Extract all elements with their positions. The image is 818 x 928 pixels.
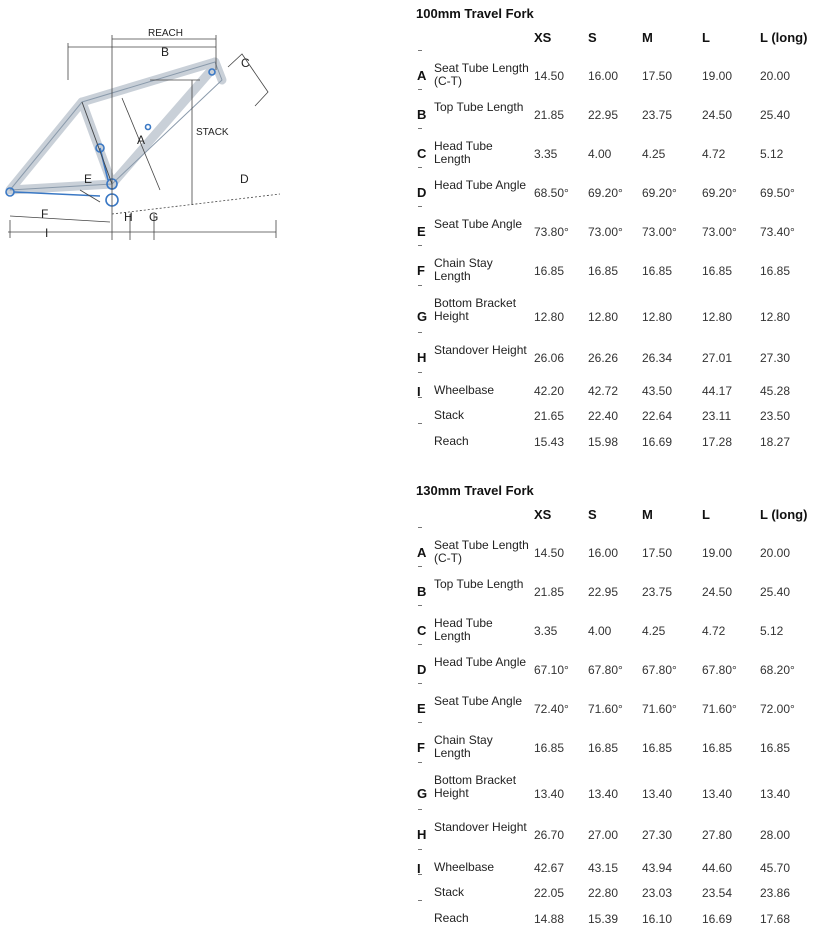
geometry-table-100mm xyxy=(410,0,818,460)
table-cell: 73.00° xyxy=(702,225,737,239)
table-cell: 17.50 xyxy=(642,69,673,83)
table-cell: 25.40 xyxy=(760,585,791,599)
table-cell: 13.40 xyxy=(588,787,619,801)
table-cell: 4.25 xyxy=(642,624,666,638)
row-divider xyxy=(418,683,422,684)
table-cell: 4.00 xyxy=(588,624,612,638)
row-divider xyxy=(418,605,422,606)
table-row xyxy=(410,435,818,451)
table-cell: 23.54 xyxy=(702,886,733,900)
column-header: L xyxy=(702,507,710,522)
row-letter: E xyxy=(417,224,426,239)
table-row xyxy=(410,218,818,246)
row-label: Reach xyxy=(434,911,469,925)
table-row xyxy=(410,257,818,285)
column-header: S xyxy=(588,30,597,45)
row-label: Seat Tube Length (C-T) xyxy=(434,61,529,88)
row-divider xyxy=(418,397,422,398)
table-title: 100mm Travel Fork xyxy=(416,6,534,21)
table-cell: 26.34 xyxy=(642,351,673,365)
table-cell: 22.80 xyxy=(588,886,619,900)
table-row xyxy=(410,140,818,168)
diagram-label-f: F xyxy=(41,207,49,221)
row-letter: I xyxy=(417,861,421,876)
row-divider xyxy=(418,245,422,246)
table-cell: 27.01 xyxy=(702,351,733,365)
row-divider xyxy=(418,423,422,424)
table-cell: 23.03 xyxy=(642,886,673,900)
table-cell: 69.20° xyxy=(702,186,737,200)
row-divider xyxy=(418,527,422,528)
table-cell: 73.40° xyxy=(760,225,795,239)
table-cell: 23.75 xyxy=(642,585,673,599)
row-divider xyxy=(418,206,422,207)
table-cell: 43.15 xyxy=(588,861,619,875)
table-cell: 25.40 xyxy=(760,108,791,122)
table-cell: 12.80 xyxy=(702,310,733,324)
table-row xyxy=(410,734,818,762)
table-cell: 12.80 xyxy=(534,310,565,324)
column-header: XS xyxy=(534,507,552,522)
table-cell: 17.68 xyxy=(760,912,791,926)
table-title: 130mm Travel Fork xyxy=(416,483,534,498)
row-divider xyxy=(418,874,422,875)
table-row xyxy=(410,912,818,928)
table-cell: 42.67 xyxy=(534,861,565,875)
table-cell: 16.00 xyxy=(588,546,619,560)
table-cell: 16.69 xyxy=(642,435,673,449)
table-cell: 72.40° xyxy=(534,702,569,716)
row-label: Chain Stay Length xyxy=(434,733,493,760)
table-cell: 13.40 xyxy=(534,787,565,801)
row-divider xyxy=(418,128,422,129)
table-cell: 18.27 xyxy=(760,435,791,449)
table-cell: 22.95 xyxy=(588,585,619,599)
row-label: Seat Tube Angle xyxy=(434,217,523,231)
row-label: Bottom Bracket Height xyxy=(434,773,517,800)
row-divider xyxy=(418,762,422,763)
table-cell: 67.80° xyxy=(588,663,623,677)
row-divider xyxy=(418,644,422,645)
diagram-label-a: A xyxy=(137,133,146,147)
table-cell: 16.85 xyxy=(702,264,733,278)
row-divider xyxy=(418,849,422,850)
table-cell: 19.00 xyxy=(702,69,733,83)
row-letter: F xyxy=(417,263,425,278)
row-label: Seat Tube Angle xyxy=(434,694,523,708)
table-cell: 4.72 xyxy=(702,147,726,161)
table-cell: 26.26 xyxy=(588,351,619,365)
table-cell: 44.17 xyxy=(702,384,733,398)
row-letter: C xyxy=(417,623,427,638)
table-cell: 17.50 xyxy=(642,546,673,560)
table-cell: 13.40 xyxy=(642,787,673,801)
row-letter: B xyxy=(417,584,427,599)
row-divider xyxy=(418,809,422,810)
table-cell: 26.06 xyxy=(534,351,565,365)
table-cell: 45.28 xyxy=(760,384,791,398)
row-label: Top Tube Length xyxy=(434,100,524,114)
table-cell: 67.10° xyxy=(534,663,569,677)
row-divider xyxy=(418,50,422,51)
table-cell: 20.00 xyxy=(760,546,791,560)
row-label: Reach xyxy=(434,434,469,448)
diagram-label-b: B xyxy=(161,45,170,59)
table-cell: 16.85 xyxy=(588,741,619,755)
row-label: Seat Tube Length (C-T) xyxy=(434,538,529,565)
row-letter: E xyxy=(417,701,426,716)
table-cell: 15.98 xyxy=(588,435,619,449)
row-letter: A xyxy=(417,545,427,560)
table-cell: 16.85 xyxy=(534,741,565,755)
diagram-label-d: D xyxy=(240,172,249,186)
table-cell: 23.50 xyxy=(760,409,791,423)
table-cell: 67.80° xyxy=(702,663,737,677)
table-cell: 73.80° xyxy=(534,225,569,239)
row-label: Bottom Bracket Height xyxy=(434,296,517,323)
row-label: Standover Height xyxy=(434,343,527,357)
diagram-label-i: I xyxy=(45,226,49,240)
row-label: Top Tube Length xyxy=(434,577,524,591)
row-label: Standover Height xyxy=(434,820,527,834)
table-row xyxy=(410,695,818,723)
table-cell: 22.05 xyxy=(534,886,565,900)
diagram-label-c: C xyxy=(241,56,250,70)
row-label: Head Tube Angle xyxy=(434,178,527,192)
column-header: S xyxy=(588,507,597,522)
diagram-label-stack: STACK xyxy=(196,127,229,138)
table-cell: 27.00 xyxy=(588,828,619,842)
table-row xyxy=(410,384,818,400)
table-cell: 3.35 xyxy=(534,147,558,161)
row-letter: I xyxy=(417,384,421,399)
row-divider xyxy=(418,722,422,723)
column-header: L (long) xyxy=(760,507,808,522)
diagram-label-h: H xyxy=(124,210,133,224)
row-letter: C xyxy=(417,146,427,161)
table-cell: 71.60° xyxy=(702,702,737,716)
table-cell: 67.80° xyxy=(642,663,677,677)
table-cell: 16.85 xyxy=(760,741,791,755)
column-header: L (long) xyxy=(760,30,808,45)
row-divider xyxy=(418,372,422,373)
table-row xyxy=(410,656,818,684)
diagram-label-reach: REACH xyxy=(148,28,184,39)
table-cell: 4.00 xyxy=(588,147,612,161)
table-cell: 14.88 xyxy=(534,912,565,926)
table-cell: 42.72 xyxy=(588,384,619,398)
table-cell: 14.50 xyxy=(534,69,565,83)
table-cell: 16.85 xyxy=(760,264,791,278)
table-cell: 16.85 xyxy=(642,264,673,278)
row-letter: D xyxy=(417,662,427,677)
table-row xyxy=(410,539,818,567)
table-cell: 16.00 xyxy=(588,69,619,83)
column-header: M xyxy=(642,30,653,45)
table-cell: 20.00 xyxy=(760,69,791,83)
table-cell: 43.50 xyxy=(642,384,673,398)
table-cell: 12.80 xyxy=(588,310,619,324)
table-cell: 3.35 xyxy=(534,624,558,638)
row-letter: H xyxy=(417,827,427,842)
row-label: Stack xyxy=(434,885,465,899)
row-letter: A xyxy=(417,68,427,83)
row-divider xyxy=(418,285,422,286)
row-letter: G xyxy=(417,786,428,801)
table-row xyxy=(410,861,818,877)
table-cell: 44.60 xyxy=(702,861,733,875)
table-cell: 26.70 xyxy=(534,828,565,842)
table-cell: 27.30 xyxy=(760,351,791,365)
table-cell: 16.69 xyxy=(702,912,733,926)
table-cell: 69.20° xyxy=(588,186,623,200)
row-label: Head Tube Length xyxy=(434,616,493,643)
table-cell: 19.00 xyxy=(702,546,733,560)
row-letter: H xyxy=(417,350,427,365)
geometry-table-130mm xyxy=(410,477,818,926)
row-label: Wheelbase xyxy=(434,860,495,874)
table-cell: 71.60° xyxy=(588,702,623,716)
table-cell: 5.12 xyxy=(760,624,784,638)
row-letter: G xyxy=(417,309,428,324)
column-header: XS xyxy=(534,30,552,45)
table-cell: 73.00° xyxy=(588,225,623,239)
row-divider xyxy=(418,900,422,901)
table-cell: 16.85 xyxy=(642,741,673,755)
table-row xyxy=(410,617,818,645)
table-cell: 5.12 xyxy=(760,147,784,161)
row-divider xyxy=(418,332,422,333)
row-letter: F xyxy=(417,740,425,755)
table-cell: 15.39 xyxy=(588,912,619,926)
row-label: Head Tube Length xyxy=(434,139,493,166)
table-cell: 27.30 xyxy=(642,828,673,842)
table-cell: 12.80 xyxy=(760,310,791,324)
frame-geometry-diagram xyxy=(0,20,285,250)
table-row xyxy=(410,297,818,337)
table-cell: 16.85 xyxy=(588,264,619,278)
row-letter: D xyxy=(417,185,427,200)
frame-outline xyxy=(10,62,222,190)
table-cell: 69.20° xyxy=(642,186,677,200)
table-cell: 14.50 xyxy=(534,546,565,560)
diagram-label-g: G xyxy=(149,210,159,224)
table-cell: 68.20° xyxy=(760,663,795,677)
table-cell: 71.60° xyxy=(642,702,677,716)
table-row xyxy=(410,101,818,129)
row-label: Head Tube Angle xyxy=(434,655,527,669)
table-cell: 27.80 xyxy=(702,828,733,842)
table-row xyxy=(410,409,818,425)
table-row xyxy=(410,821,818,849)
table-cell: 24.50 xyxy=(702,108,733,122)
table-cell: 4.25 xyxy=(642,147,666,161)
table-cell: 16.85 xyxy=(702,741,733,755)
table-cell: 16.85 xyxy=(534,264,565,278)
table-cell: 4.72 xyxy=(702,624,726,638)
table-cell: 15.43 xyxy=(534,435,565,449)
table-cell: 22.64 xyxy=(642,409,673,423)
table-cell: 42.20 xyxy=(534,384,565,398)
table-row xyxy=(410,886,818,902)
table-cell: 13.40 xyxy=(760,787,791,801)
table-cell: 22.95 xyxy=(588,108,619,122)
table-cell: 23.11 xyxy=(702,409,732,423)
column-header: M xyxy=(642,507,653,522)
table-cell: 45.70 xyxy=(760,861,791,875)
column-header: L xyxy=(702,30,710,45)
table-cell: 68.50° xyxy=(534,186,569,200)
table-cell: 23.75 xyxy=(642,108,673,122)
row-divider xyxy=(418,89,422,90)
diagram-label-e: E xyxy=(84,172,93,186)
table-row xyxy=(410,344,818,372)
table-row xyxy=(410,578,818,606)
table-cell: 17.28 xyxy=(702,435,733,449)
table-cell: 43.94 xyxy=(642,861,673,875)
table-cell: 13.40 xyxy=(702,787,733,801)
table-cell: 21.85 xyxy=(534,585,565,599)
table-cell: 73.00° xyxy=(642,225,677,239)
row-divider xyxy=(418,167,422,168)
table-cell: 21.85 xyxy=(534,108,565,122)
row-label: Wheelbase xyxy=(434,383,495,397)
table-row xyxy=(410,62,818,90)
row-label: Stack xyxy=(434,408,465,422)
table-cell: 12.80 xyxy=(642,310,673,324)
table-row xyxy=(410,179,818,207)
table-cell: 22.40 xyxy=(588,409,619,423)
table-cell: 23.86 xyxy=(760,886,791,900)
table-cell: 24.50 xyxy=(702,585,733,599)
row-divider xyxy=(418,566,422,567)
table-cell: 21.65 xyxy=(534,409,565,423)
table-cell: 16.10 xyxy=(642,912,673,926)
row-letter: B xyxy=(417,107,427,122)
table-cell: 72.00° xyxy=(760,702,795,716)
row-label: Chain Stay Length xyxy=(434,256,493,283)
table-cell: 28.00 xyxy=(760,828,791,842)
table-cell: 69.50° xyxy=(760,186,795,200)
table-row xyxy=(410,774,818,814)
